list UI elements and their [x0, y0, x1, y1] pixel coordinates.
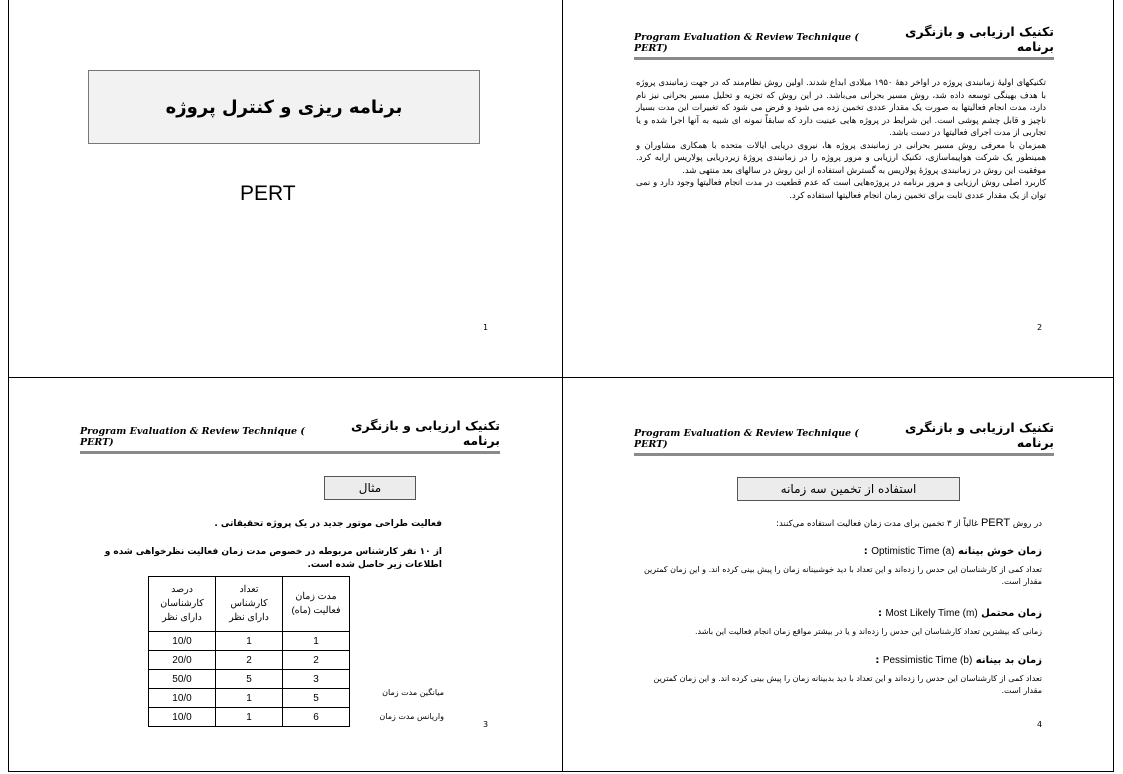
example-box: مثال [324, 476, 416, 500]
page-number: 3 [483, 720, 489, 729]
slide-header [80, 418, 500, 448]
data-table [148, 576, 350, 727]
table-cell: 10/0 [149, 689, 216, 708]
table-cell: 6 [283, 708, 350, 727]
intro-line [640, 518, 1042, 531]
header-english: Program Evaluation & Review Technique ( PERT) [80, 426, 305, 448]
term-persian: زمان بد بینانه [975, 655, 1042, 666]
header-rule [634, 453, 1054, 456]
paragraph: همزمان با معرفی روش مسیر بحرانی در زمانبندی پروژه ها، نیروی دریایی ایالات متحده با همکاری مشاوران و همینطور یک شرکت هواپیماسازی، تکنیک ارزیابی و مرور پروژه را در زمانبندی پروژهٔ زیردریایی پولاریس ارایه کرد. موفقیت این روش در زمانبندی پروژهٔ پولاریس به گسترش استفاده از این روش در سالهای بعد منتهی شد. [636, 139, 1046, 175]
header-rule [80, 451, 500, 454]
intro-pert: PERT [980, 517, 1011, 529]
page-number: 2 [1037, 323, 1043, 332]
term-persian: زمان خوش بینانه [958, 546, 1042, 557]
optimistic-heading: زمان خوش بینانه Optimistic Time (a) : [863, 546, 1042, 557]
header-english: Program Evaluation & Review Technique ( PERT) [634, 428, 859, 450]
column-header: درصد کارشناسان دارای نظر [149, 577, 216, 632]
term-english: Pessimistic Time (b) [882, 655, 973, 666]
header-persian: تکنیک ارزیابی و بازنگری برنامه [905, 420, 1054, 450]
table-cell: 5 [216, 670, 283, 689]
page-number: 4 [1037, 720, 1043, 729]
table-cell: 10/0 [149, 708, 216, 727]
most-likely-description: زمانی که بیشترین تعداد کارشناسان این حدس را زده‌اند و یا در بیشتر مواقع زمان انجام فعالیت این باشد. [694, 627, 1042, 636]
intro-fa-after: غالباً از ۳ تخمین برای مدت زمان فعالیت استفاده می‌کنند: [776, 519, 979, 529]
table-row [149, 651, 350, 670]
paragraph: کاربرد اصلی روش ارزیابی و مرور برنامه در پروژه‌هایی است که عدم قطعیت در مدت انجام فعالیتها وجود دارد و نمی توان از یک مقدار عددی ثابت برای تخمین زمان انجام فعالیتها استفاده کرد. [636, 177, 1046, 200]
example-line-1: فعالیت طراحی موتور جدید در یک پروژه تحقیقاتی . [214, 519, 442, 529]
header-persian: تکنیک ارزیابی و بازنگری برنامه [351, 418, 500, 448]
table-cell: 1 [283, 632, 350, 651]
table-row [149, 670, 350, 689]
example-line-2: از ۱۰ نفر کارشناس مربوطه در خصوص مدت زمان فعالیت نظرخواهی شده و اطلاعات زیر حاصل شده است. [104, 547, 442, 570]
table-cell: 1 [216, 632, 283, 651]
column-header: تعداد کارشناس دارای نظر [216, 577, 283, 632]
term-persian: زمان محتمل [981, 608, 1042, 619]
slide-1-subtitle: PERT [240, 182, 296, 205]
header-rule [634, 57, 1054, 60]
mean-label: میانگین مدت زمان [382, 688, 444, 697]
horizontal-divider [8, 377, 1114, 378]
slide-1-title: برنامه ریزی و کنترل پروژه [88, 70, 480, 144]
table-cell: 1 [216, 689, 283, 708]
term-english: Most Likely Time (m) [885, 608, 978, 619]
three-time-estimate-box: استفاده از تخمین سه زمانه [737, 477, 960, 501]
pessimistic-description: تعداد کمی از کارشناسان این حدس را زده‌اند و این تعداد با دید بدبینانه زمان را پیش بینی کرده اند. و این زمان کمترین مقدار است. [653, 674, 1042, 695]
intro-fa-before: در روش [1012, 519, 1042, 529]
variance-label: واریانس مدت زمان [379, 712, 444, 721]
header-persian: تکنیک ارزیابی و بازنگری برنامه [905, 24, 1054, 54]
optimistic-description: تعداد کمی از کارشناسان این حدس را زده‌اند و این تعداد با دید خوشبینانه زمان را پیش بینی کرده اند. و این زمان کمترین مقدار است. [643, 565, 1042, 586]
table-cell: 10/0 [149, 632, 216, 651]
table-row [149, 632, 350, 651]
table-cell: 3 [283, 670, 350, 689]
vertical-divider [562, 0, 563, 772]
table-cell: 5 [283, 689, 350, 708]
pessimistic-heading: زمان بد بینانه Pessimistic Time (b) : [875, 655, 1042, 666]
table-cell: 1 [216, 708, 283, 727]
header-english: Program Evaluation & Review Technique ( PERT) [634, 32, 859, 54]
table-cell: 2 [216, 651, 283, 670]
table-row [149, 689, 350, 708]
slide-2-body [636, 76, 1046, 201]
table-cell: 2 [283, 651, 350, 670]
slide-header [634, 420, 1054, 450]
page-number: 1 [483, 323, 489, 332]
table-row [149, 708, 350, 727]
slide-header [634, 24, 1054, 54]
column-header: مدت زمان فعالیت (ماه) [283, 577, 350, 632]
table-header-row [149, 577, 350, 632]
paragraph: تکنیکهای اولیهٔ زمانبندی پروژه در اواخر دههٔ ۱۹۵۰ میلادی ابداع شدند. اولین روش نظام‌مند که در جهت زمانبندی پروژه با هدف بهینگی توسعه داده شد، روش مسیر بحرانی می‌باشد. در این روش که تجزیه و تحلیل مسیر بحرانی نیز نام دارد، مدت انجام فعالیتها به صورت یک مقدار عددی تخمین زده می شود و فرض می شود که تغییرات این مدت بسیار ناچیز و قابل چشم پوشی است. این شرایط در پروژه هایی عینیت دارد که سابقاً نمونه ای شبیه به آنها اجرا شده و یا تجاربی از مدت اجرای فعالیتها در دست باشد. [636, 77, 1046, 137]
table-cell: 50/0 [149, 670, 216, 689]
most-likely-heading: زمان محتمل Most Likely Time (m) : [877, 608, 1042, 619]
term-english: Optimistic Time (a) [871, 546, 955, 557]
table-cell: 20/0 [149, 651, 216, 670]
